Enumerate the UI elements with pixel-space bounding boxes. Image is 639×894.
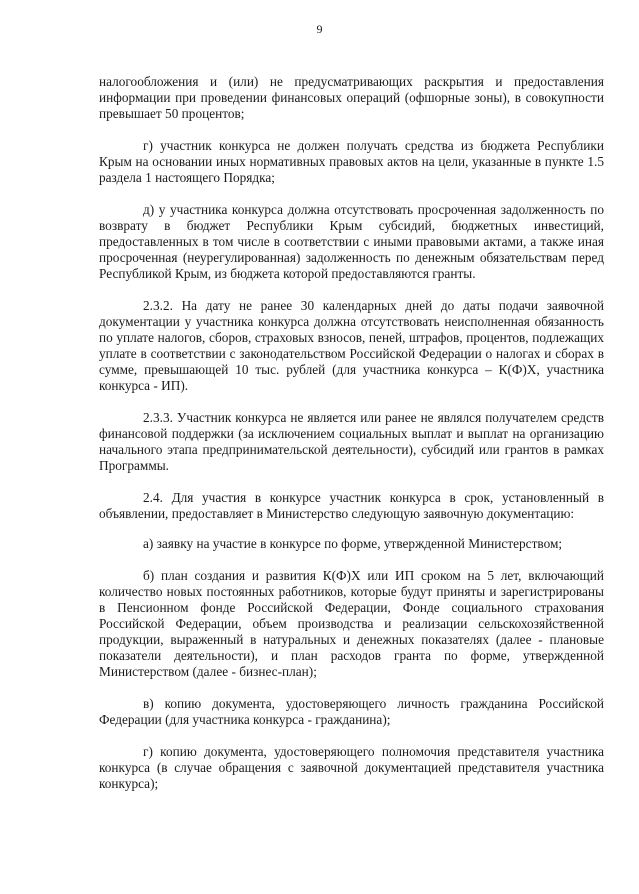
paragraph-continuation: налогообложения и (или) не предусматривающих раскрытия и предоставления информации при проведении финансовых операций (офшорные зоны), в совокупности превышает 50 процентов; [99,74,604,121]
paragraph-item-d: д) у участника конкурса должна отсутствовать просроченная задолженность по возврату в бюджет Республики Крым субсидий, бюджетных инвестиций, предоставленных в том числе в соответствии с иными правовыми актами, а также иная просроченная (неурегулированная) задолженность по денежным обязательствам перед Республикой Крым, из бюджета которой предоставляются гранты. [99,202,604,281]
page-number: 9 [316,22,323,36]
paragraph-2-4: 2.4. Для участия в конкурсе участник конкурса в срок, установленный в объявлении, предоставляет в Министерство следующую заявочную документацию: [99,490,604,521]
document-body [99,74,604,808]
paragraph-item-a: а) заявку на участие в конкурсе по форме, утвержденной Министерством; [143,536,563,551]
paragraph-item-b: б) план создания и развития К(Ф)Х или ИП сроком на 5 лет, включающий количество новых постоянных работников, которые будут приняты и зарегистрированы в Пенсионном фонде Российской Федерации, Фонде социального страхования Российской Федерации, объем производства и реализации сельскохозяйственной продукции, выраженный в натуральных и денежных показателях (далее - плановые показатели деятельности), и план расходов гранта по форме, утвержденной Министерством (далее - бизнес-план); [99,568,604,679]
paragraph-2-3-3: 2.3.3. Участник конкурса не является или ранее не являлся получателем средств финансовой поддержки (за исключением социальных выплат и выплат на организацию начального этапа предпринимательской деятельности), субсидий или грантов в рамках Программы. [99,410,604,473]
paragraph-2-3-2: 2.3.2. На дату не ранее 30 календарных дней до даты подачи заявочной документации у участника конкурса должна отсутствовать неисполненная обязанность по уплате налогов, сборов, страховых взносов, пеней, штрафов, процентов, подлежащих уплате в соответствии с законодательством Российской Федерации о налогах и сборах в сумме, превышающей 10 тыс. рублей (для участника конкурса – К(Ф)Х, участника конкурса - ИП). [99,298,604,393]
paragraph-item-g: г) участник конкурса не должен получать средства из бюджета Республики Крым на основании иных нормативных правовых актов на цели, указанные в пункте 1.5 раздела 1 настоящего Порядка; [99,138,604,185]
paragraph-item-g-copy: г) копию документа, удостоверяющего полномочия представителя участника конкурса (в случае обращения с заявочной документацией представителя участника конкурса); [99,744,604,791]
paragraph-item-v: в) копию документа, удостоверяющего личность гражданина Российской Федерации (для участника конкурса - гражданина); [99,696,604,727]
